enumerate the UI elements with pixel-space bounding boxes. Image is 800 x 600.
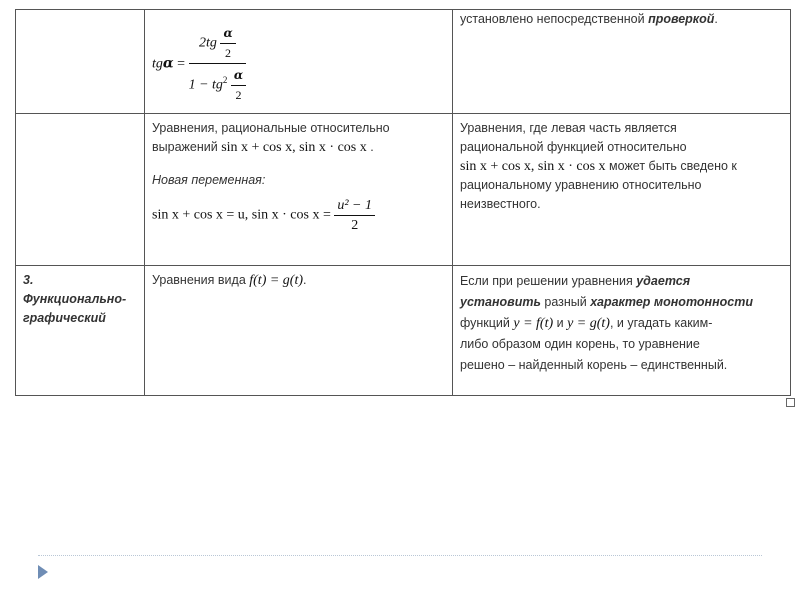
eq-type-end: .	[303, 273, 307, 287]
explain-expr: sin x + cos x, sin x · cos x	[460, 159, 606, 174]
rational-eq-prefix: выражений	[152, 140, 222, 154]
main-denominator	[189, 64, 247, 105]
equation-type-cell	[145, 114, 453, 266]
method-name-line2: графический	[23, 311, 106, 325]
table-row	[16, 10, 791, 114]
mono-line3	[460, 313, 783, 334]
mono-line4: либо образом один корень, то уравнение	[460, 337, 700, 351]
formula-alpha: α	[162, 55, 174, 72]
explanation-cell	[453, 114, 791, 266]
methods-table	[15, 9, 791, 396]
mono-line2	[460, 292, 783, 313]
half-alpha-frac-den	[231, 66, 246, 105]
method-cell-empty	[16, 10, 145, 114]
method-name-line1: Функционально-	[23, 292, 127, 306]
half-alpha-num-2: α	[231, 66, 246, 86]
half-alpha-den-2: 2	[235, 88, 242, 102]
den-power: 2	[222, 75, 228, 86]
mono-b3: характер монотонности	[590, 295, 753, 309]
mono-t3: функций	[460, 316, 514, 330]
substitution-expr: sin x + cos x = u, sin x · cos x =	[152, 207, 331, 223]
table-row	[16, 266, 791, 396]
method-cell-empty	[16, 114, 145, 266]
next-arrow-icon[interactable]	[38, 565, 48, 579]
explain-line2: рациональной функцией относительно	[460, 140, 687, 154]
method-name-cell	[16, 266, 145, 396]
half-alpha-den: 2	[225, 46, 232, 60]
substitution-formula	[152, 196, 445, 235]
main-numerator	[189, 24, 247, 64]
mono-t1: Если при решении уравнения	[460, 274, 637, 288]
mono-line5: решено – найденный корень – единственный.	[460, 358, 728, 372]
eq-type-expr: f(t) = g(t)	[249, 273, 304, 288]
mono-m1: y = f(t)	[513, 316, 554, 331]
mono-t2: разный	[540, 295, 591, 309]
den-prefix: 1 − tg	[188, 77, 223, 93]
substitution-num: u² − 1	[334, 196, 375, 216]
rational-eq-end: .	[366, 140, 374, 154]
equation-type-cell	[145, 266, 453, 396]
explain-line4: рациональному уравнению относительно	[460, 178, 702, 192]
verify-emph: проверкой	[648, 12, 715, 26]
slide-divider	[38, 555, 762, 556]
table-row	[16, 114, 791, 266]
verify-end: .	[714, 12, 718, 26]
method-number: 3.	[23, 273, 34, 287]
half-alpha-num: α	[220, 24, 235, 44]
new-variable-label: Новая переменная:	[152, 173, 266, 187]
eq-type-prefix: Уравнения вида	[152, 273, 250, 287]
substitution-den: 2	[351, 218, 359, 233]
rational-eq-line1: Уравнения, рациональные относительно	[152, 121, 390, 135]
rational-eq-line2	[152, 138, 445, 157]
explanation-cell	[453, 10, 791, 114]
formula-lhs: tg	[152, 56, 163, 72]
verify-text: установлено непосредственной	[460, 12, 649, 26]
mono-t5: , и угадать каким-	[609, 316, 713, 330]
formula-eq: =	[177, 56, 186, 72]
mono-m2: y = g(t)	[567, 316, 610, 331]
mono-b2: установить	[460, 295, 541, 309]
mono-b1: удается	[636, 274, 691, 288]
explanation-cell	[453, 266, 791, 396]
explain-line3	[460, 157, 783, 176]
half-alpha-frac-num	[220, 24, 235, 63]
mono-line1	[460, 271, 783, 292]
num-coef: 2tg	[199, 35, 217, 51]
main-fraction	[189, 24, 247, 105]
table-resize-handle[interactable]	[786, 398, 795, 407]
mono-t4: и	[553, 316, 568, 330]
substitution-fraction	[334, 196, 375, 235]
double-angle-formula	[152, 24, 445, 105]
explain-line3-text: может быть сведено к	[605, 159, 737, 173]
explain-line1: Уравнения, где левая часть является	[460, 121, 677, 135]
formula-cell	[145, 10, 453, 114]
explain-line5: неизвестного.	[460, 197, 541, 211]
rational-eq-expr: sin x + cos x, sin x · cos x	[221, 140, 367, 155]
